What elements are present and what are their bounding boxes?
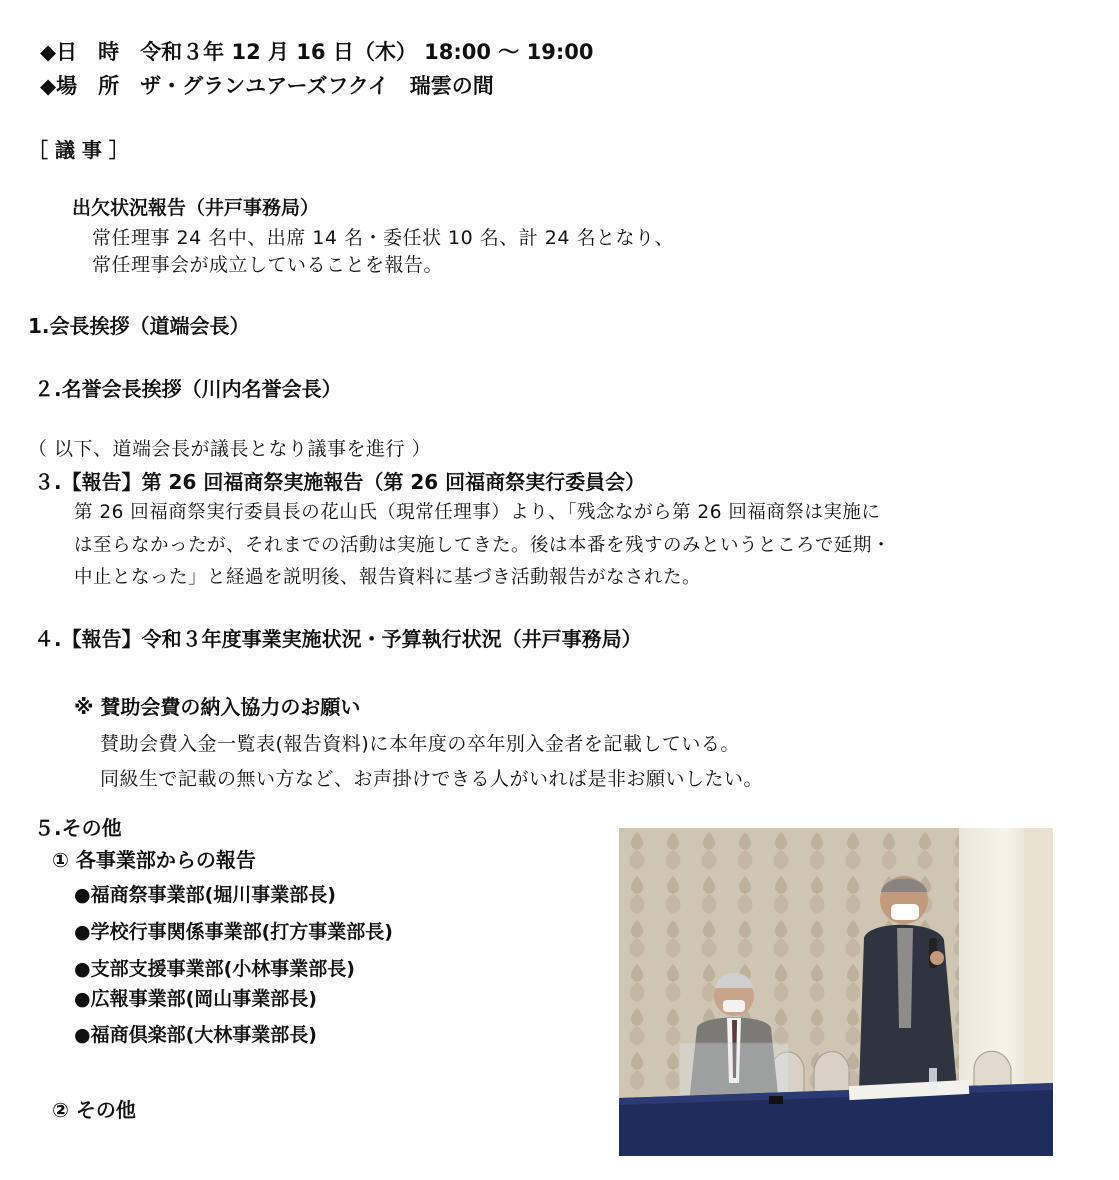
item4-note-title: ※ 賛助会費の納入協力のお願い bbox=[74, 695, 361, 719]
attendance-line: 常任理事 24 名中、出席 14 名・委任状 10 名、計 24 名となり、 bbox=[92, 227, 675, 249]
item4-title: ４.【報告】令和３年度事業実施状況・予算執行状況（井戸事務局） bbox=[34, 627, 642, 651]
item5-sub2: ② その他 bbox=[52, 1098, 136, 1122]
department-item: ●学校行事関係事業部(打方事業部長) bbox=[74, 921, 393, 943]
attendance-title: 出欠状況報告（井戸事務局） bbox=[72, 197, 320, 219]
department-item: ●福商祭事業部(堀川事業部長) bbox=[74, 884, 336, 906]
item3-line: 第 26 回福商祭実行委員長の花山氏（現常任理事）より、「残念ながら第 26 回福商祭は実施に bbox=[74, 502, 881, 523]
agenda-heading: ［ 議 事 ］ bbox=[28, 138, 129, 162]
attendance-line: 常任理事会が成立していることを報告。 bbox=[92, 254, 444, 276]
item5-title: ５.その他 bbox=[34, 816, 122, 840]
meeting-photo bbox=[619, 828, 1053, 1156]
department-item: ●福商倶楽部(大林事業部長) bbox=[74, 1024, 317, 1046]
item3-line: 中止となった」と経過を説明後、報告資料に基づき活動報告がなされた。 bbox=[74, 567, 702, 588]
item3-title: ３.【報告】第 26 回福商祭実施報告（第 26 回福商祭実行委員会） bbox=[34, 470, 646, 494]
item2-title: ２.名誉会長挨拶（川内名誉会長） bbox=[34, 377, 342, 401]
item5-sub1: ① 各事業部からの報告 bbox=[52, 848, 256, 872]
chair-note: （ 以下、道端会長が議長となり議事を進行 ） bbox=[28, 438, 432, 460]
department-item: ●広報事業部(岡山事業部長) bbox=[74, 988, 317, 1010]
meeting-datetime: ◆日 時 令和３年 12 月 16 日（木） 18:00 ～ 19:00 bbox=[40, 40, 594, 64]
department-item: ●支部支援事業部(小林事業部長) bbox=[74, 958, 355, 980]
item4-note-line: 賛助会費入金一覧表(報告資料)に本年度の卒年別入金者を記載している。 bbox=[100, 733, 740, 755]
meeting-place: ◆場 所 ザ・グランユアーズフクイ 瑞雲の間 bbox=[40, 74, 494, 98]
item1-title: 1.会長挨拶（道端会長） bbox=[28, 314, 250, 338]
item4-note-line: 同級生で記載の無い方など、お声掛けできる人がいれば是非お願いしたい。 bbox=[100, 768, 764, 790]
item3-line: は至らなかったが、それまでの活動は実施してきた。後は本番を残すのみというところで延期・ bbox=[74, 535, 891, 556]
